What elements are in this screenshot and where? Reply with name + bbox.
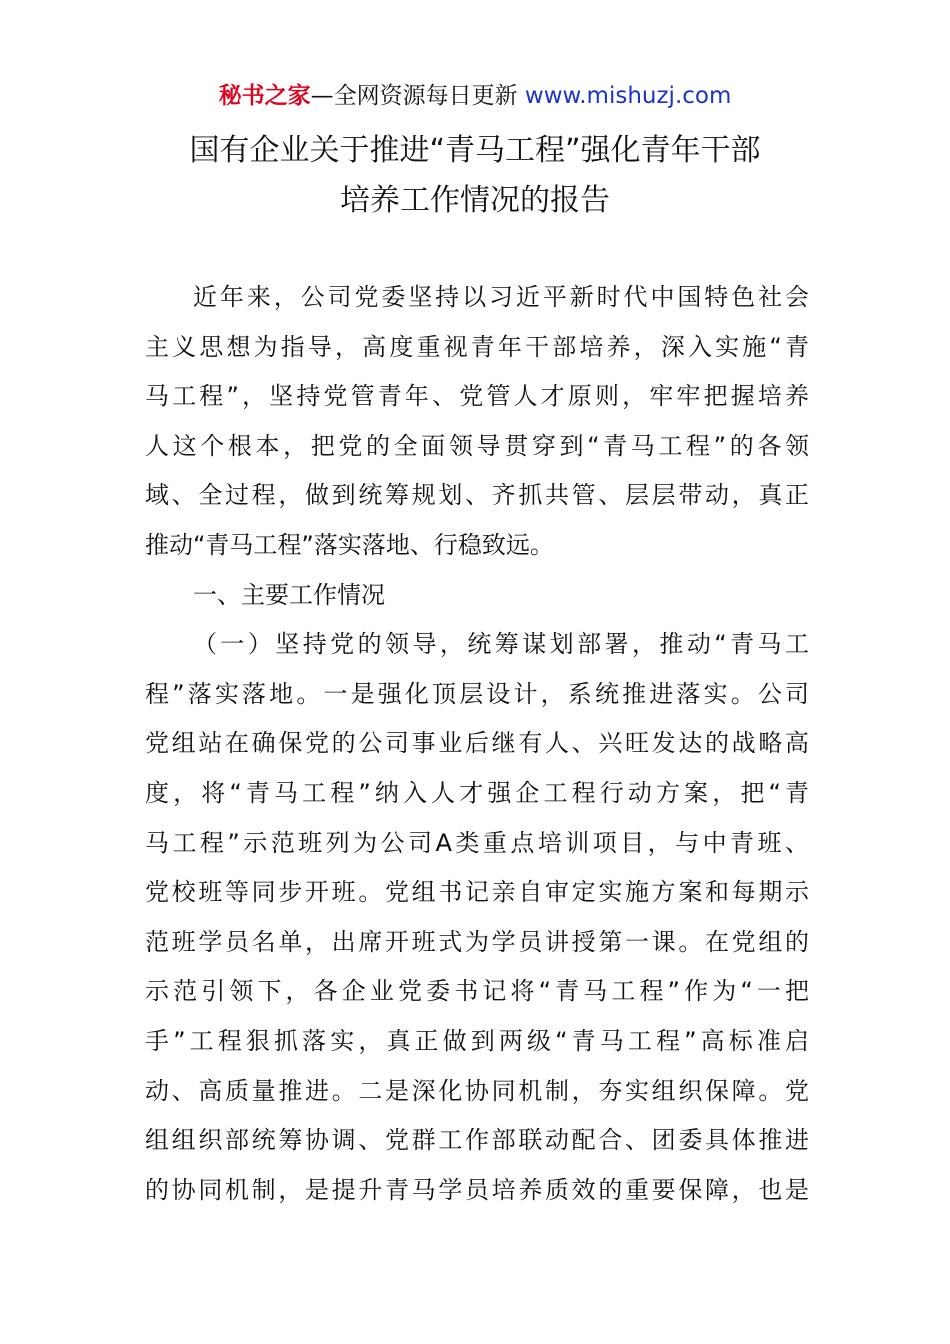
text-line: 推动“青马工程”落实落地、行稳致远。 — [145, 530, 554, 559]
text-line: （一）坚持党的领导，统筹谋划部署，推动“青马工 — [193, 630, 809, 659]
document-body — [145, 273, 809, 1215]
text-line: 组组织部统筹协调、党群工作部联动配合、团委具体推进 — [145, 1126, 809, 1155]
text-line: 动、高质量推进。二是深化协同机制，夯实组织保障。党 — [145, 1076, 809, 1105]
section-heading: 一、主要工作情况 — [193, 580, 385, 609]
text-line: 程”落实落地。一是强化顶层设计，系统推进落实。公司 — [145, 679, 809, 708]
title-line-2: 培养工作情况的报告 — [340, 183, 610, 218]
text-line: 示范引领下，各企业党委书记将“青马工程”作为“一把 — [145, 977, 809, 1006]
site-header — [0, 80, 950, 112]
title-line-1: 国有企业关于推进“青马工程”强化青年干部 — [189, 133, 761, 168]
text-line: 主义思想为指导，高度重视青年干部培养，深入实施“青 — [145, 332, 809, 361]
brand-name: 秘书之家 — [218, 83, 311, 109]
text-line: 手”工程狠抓落实，真正做到两级“青马工程”高标准启 — [145, 1026, 809, 1055]
text-line: 马工程”示范班列为公司A类重点培训项目，与中青班、 — [145, 828, 809, 857]
text-line: 党组站在确保党的公司事业后继有人、兴旺发达的战略高 — [145, 729, 809, 758]
text-line: 范班学员名单，出席开班式为学员讲授第一课。在党组的 — [145, 927, 809, 956]
text-line: 人这个根本，把党的全面领导贯穿到“青马工程”的各领 — [145, 431, 809, 460]
text-line: 域、全过程，做到统筹规划、齐抓共管、层层带动，真正 — [145, 481, 809, 510]
text-line: 党校班等同步开班。党组书记亲自审定实施方案和每期示 — [145, 878, 809, 907]
site-url-link[interactable]: www.mishuzj.com — [524, 83, 732, 109]
header-tagline: —全网资源每日更新 — [310, 83, 518, 109]
text-line: 的协同机制，是提升青马学员培养质效的重要保障，也是 — [145, 1175, 809, 1204]
document-title — [0, 126, 950, 226]
text-line: 马工程”，坚持党管青年、党管人才原则，牢牢把握培养 — [145, 382, 809, 411]
text-line: 度，将“青马工程”纳入人才强企工程行动方案，把“青 — [145, 778, 809, 807]
text-line: 近年来，公司党委坚持以习近平新时代中国特色社会 — [193, 283, 809, 311]
